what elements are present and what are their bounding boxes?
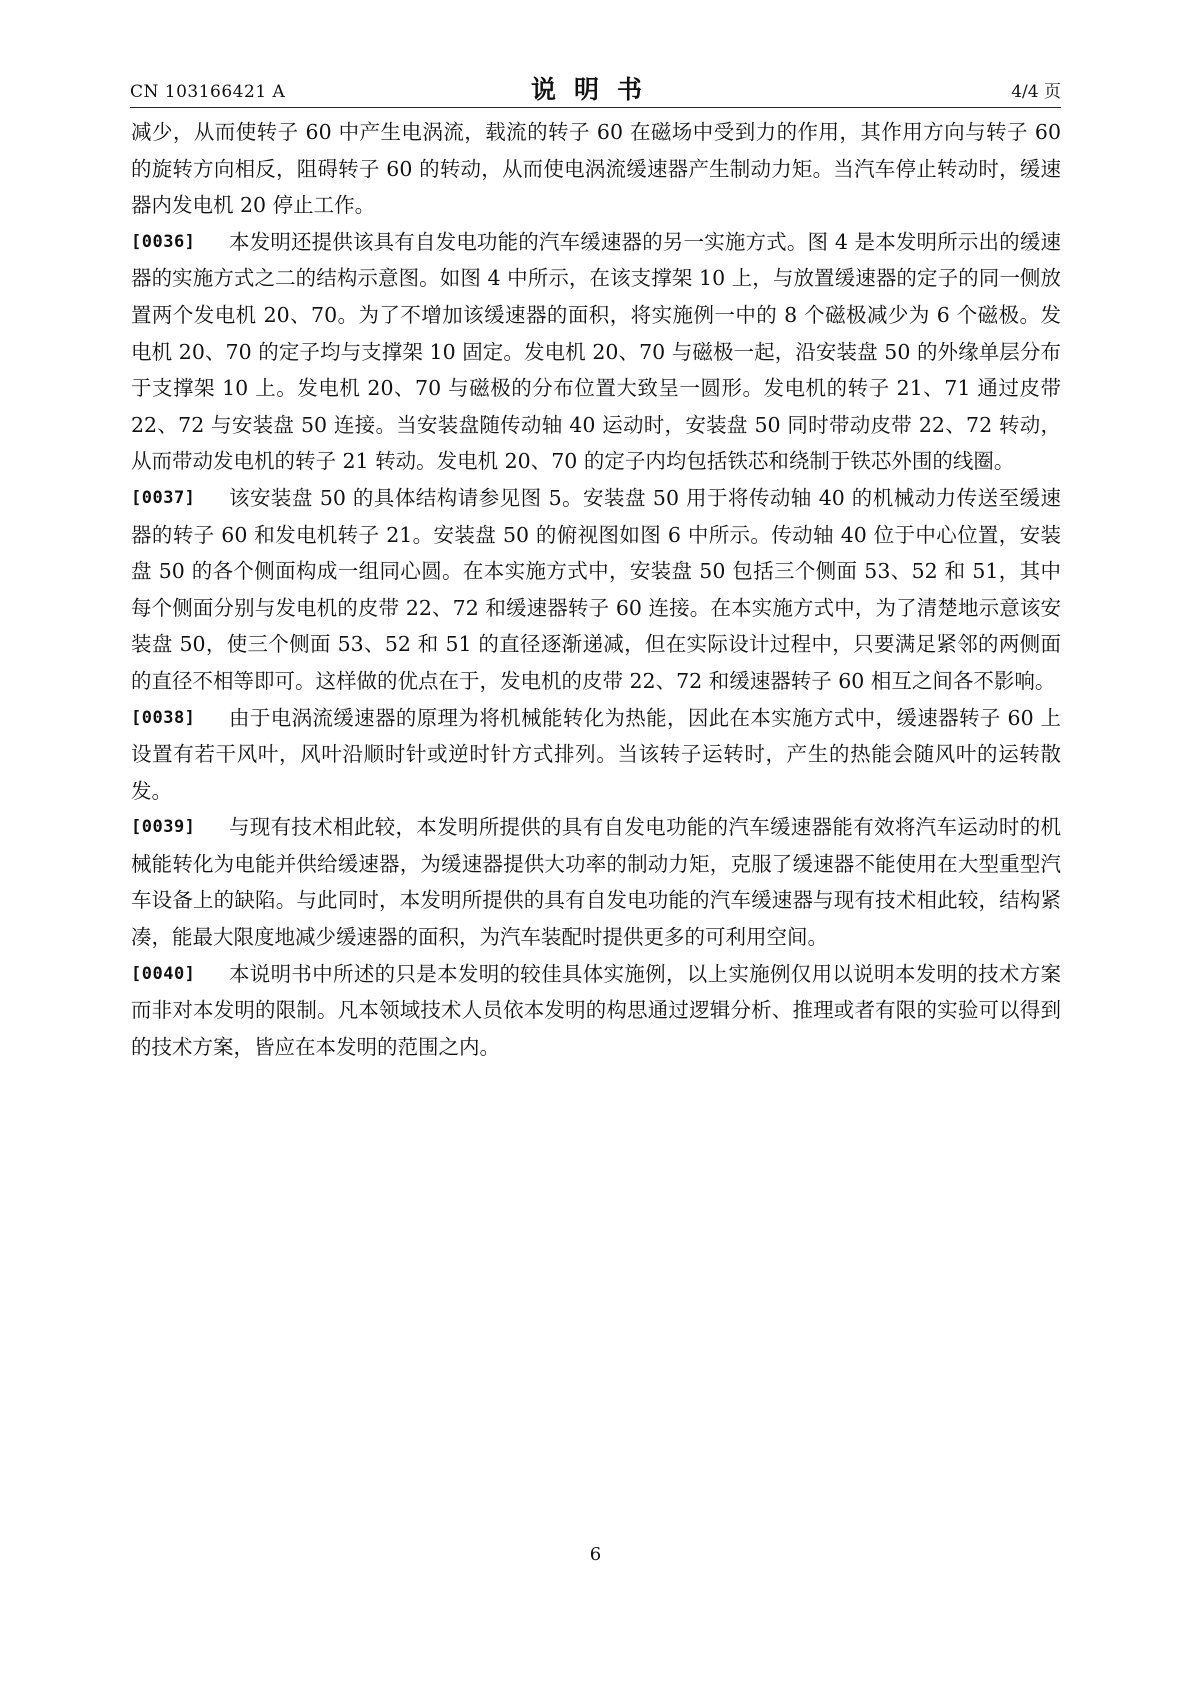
document-body	[131, 114, 1061, 1065]
paragraph-text: 本说明书中所述的只是本发明的较佳具体实施例，以上实施例仅用以说明本发明的技术方案而非对本发明的限制。凡本领域技术人员依本发明的构思通过逻辑分析、推理或者有限的实验可以得到的技术方案，皆应在本发明的范围之内。	[131, 961, 1061, 1059]
paragraph-number: [0038]	[131, 707, 196, 728]
paragraph-0040	[131, 956, 1061, 1066]
paragraph-0039	[131, 809, 1061, 955]
paragraph-0036	[131, 224, 1061, 480]
paragraph-text: 由于电涡流缓速器的原理为将机械能转化为热能，因此在本实施方式中，缓速器转子 60 上设置有若干风叶，风叶沿顺时针或逆时针方式排列。当该转子运转时，产生的热能会随风叶的运转散发。	[131, 705, 1061, 803]
header-divider	[130, 107, 1061, 108]
paragraph-number: [0036]	[131, 231, 196, 252]
paragraph-0038	[131, 700, 1061, 810]
page-number: 6	[589, 1544, 602, 1565]
document-title: 说明书	[530, 75, 660, 104]
page-of-total: 4/4 页	[1011, 82, 1061, 102]
paragraph-continuation	[131, 114, 1061, 224]
paragraph-text: 减少，从而使转子 60 中产生电涡流，载流的转子 60 在磁场中受到力的作用，其作用方向与转子 60 的旋转方向相反，阻碍转子 60 的转动，从而使电涡流缓速器产生制动力矩。当汽车停止转动时，缓速器内发电机 20 停止工作。	[131, 120, 1061, 218]
paragraph-number: [0037]	[131, 487, 196, 508]
page-header	[130, 70, 1061, 106]
publication-number: CN 103166421 A	[130, 82, 286, 102]
paragraph-text: 本发明还提供该具有自发电功能的汽车缓速器的另一实施方式。图 4 是本发明所示出的缓速器的实施方式之二的结构示意图。如图 4 中所示，在该支撑架 10 上，与放置缓速器的定子的同一侧放置两个发电机 20、70。为了不增加该缓速器的面积，将实施例一中的 8 个磁极减少为 6 个磁极。发电机 20、70 的定子均与支撑架 10 固定。发电机 20、70 与磁极一起，沿安装盘 50 的外缘单层分布于支撑架 10 上。发电机 20、70 与磁极的分布位置大致呈一圆形。发电机的转子 21、71 通过皮带 22、72 与安装盘 50 连接。当安装盘随传动轴 40 运动时，安装盘 50 同时带动皮带 22、72 转动，从而带动发电机的转子 21 转动。发电机 20、70 的定子内均包括铁芯和绕制于铁芯外围的线圈。	[131, 229, 1061, 474]
page-footer	[0, 1544, 1191, 1565]
paragraph-number: [0040]	[131, 963, 196, 984]
paragraph-0037	[131, 480, 1061, 700]
paragraph-text: 该安装盘 50 的具体结构请参见图 5。安装盘 50 用于将传动轴 40 的机械动力传送至缓速器的转子 60 和发电机转子 21。安装盘 50 的俯视图如图 6 中所示。传动轴 40 位于中心位置，安装盘 50 的各个侧面构成一组同心圆。在本实施方式中，安装盘 50 包括三个侧面 53、52 和 51，其中每个侧面分别与发电机的皮带 22、72 和缓速器转子 60 连接。在本实施方式中，为了清楚地示意该安装盘 50，使三个侧面 53、52 和 51 的直径逐渐递减，但在实际设计过程中，只要满足紧邻的两侧面的直径不相等即可。这样做的优点在于，发电机的皮带 22、72 和缓速器转子 60 相互之间各不影响。	[131, 485, 1061, 693]
paragraph-number: [0039]	[131, 817, 196, 838]
paragraph-text: 与现有技术相此较，本发明所提供的具有自发电功能的汽车缓速器能有效将汽车运动时的机械能转化为电能并供给缓速器，为缓速器提供大功率的制动力矩，克服了缓速器不能使用在大型重型汽车设备上的缺陷。与此同时，本发明所提供的具有自发电功能的汽车缓速器与现有技术相此较，结构紧凑，能最大限度地减少缓速器的面积，为汽车装配时提供更多的可利用空间。	[131, 815, 1061, 950]
